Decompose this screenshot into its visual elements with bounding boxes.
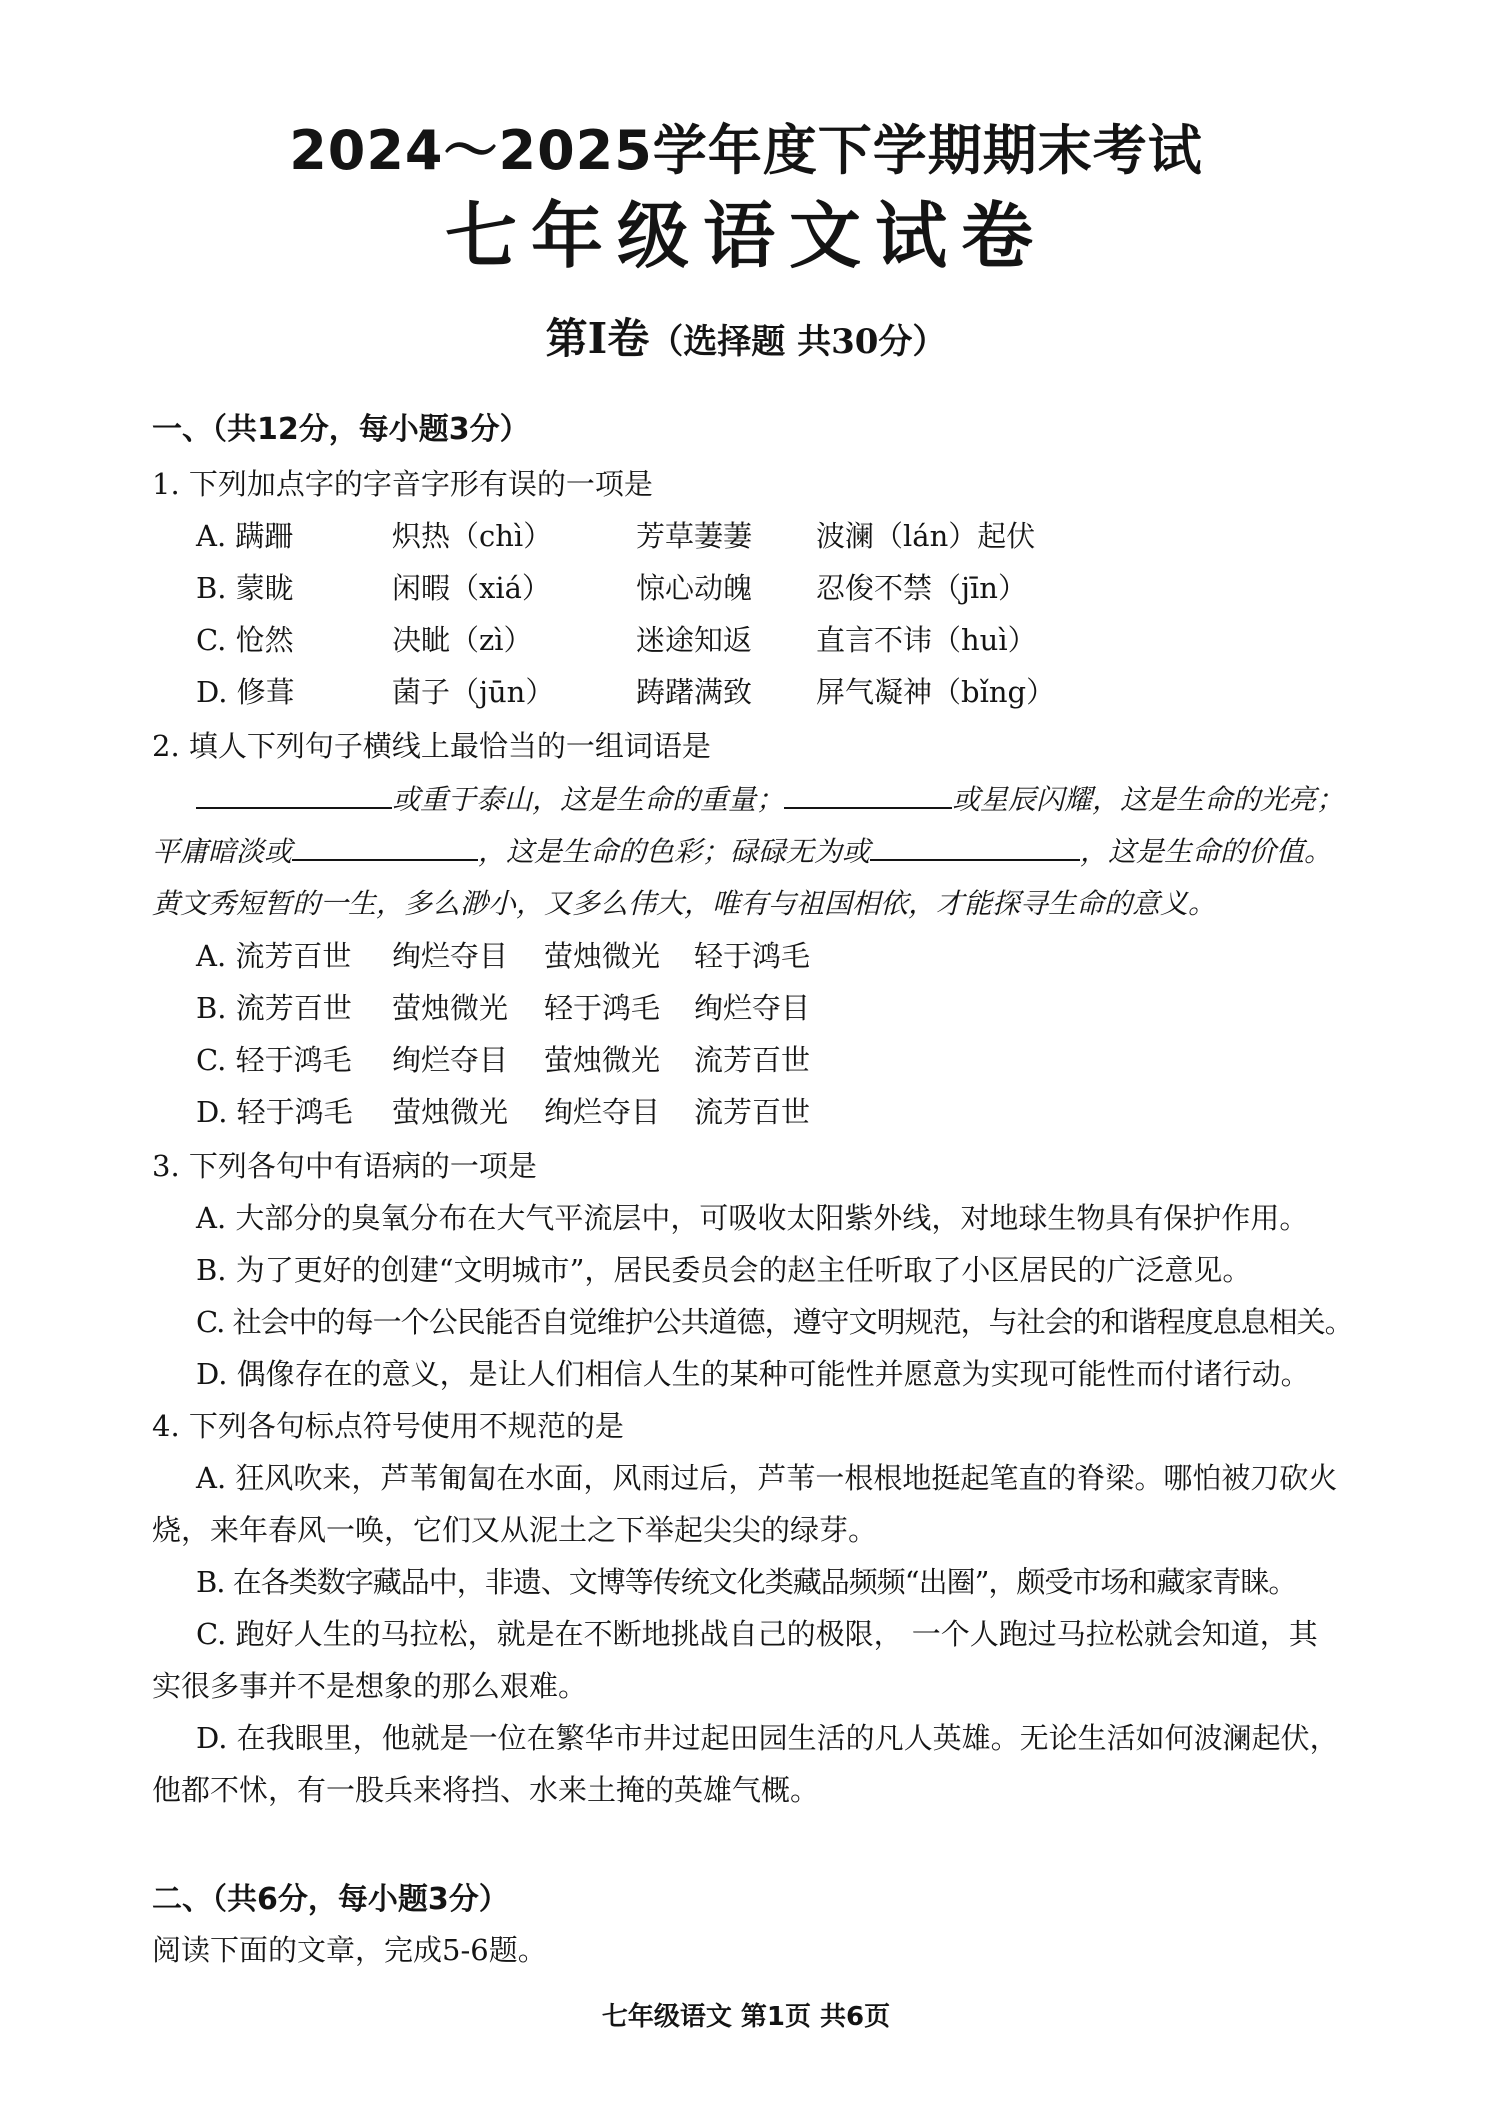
option-cell: A. 流芳百世 bbox=[196, 939, 352, 973]
passage-line bbox=[196, 778, 1344, 818]
option-line: 他都不怵，有一股兵来将挡、水来土掩的英雄气概。 bbox=[152, 1773, 820, 1807]
passage-line: 黄文秀短暂的一生，多么渺小，又多么伟大，唯有与祖国相依，才能探寻生命的意义。 bbox=[152, 887, 1217, 920]
option-cell: 炽热（chì） bbox=[392, 519, 553, 553]
passage-text: 或星辰闪耀，这是生命的光亮； bbox=[952, 783, 1345, 816]
answer-blank[interactable] bbox=[292, 831, 478, 861]
option-cell: 流芳百世 bbox=[694, 1095, 811, 1129]
option-cell: 迷途知返 bbox=[636, 623, 753, 657]
option-cell: 萤烛微光 bbox=[392, 991, 509, 1025]
answer-blank[interactable] bbox=[870, 831, 1080, 861]
question-stem: 4. 下列各句标点符号使用不规范的是 bbox=[152, 1409, 624, 1443]
option-cell: D. 修葺 bbox=[196, 675, 295, 709]
option-cell: 绚烂夺目 bbox=[544, 1095, 661, 1129]
passage-text: ，这是生命的色彩；碌碌无为或 bbox=[478, 835, 871, 868]
option-cell: 萤烛微光 bbox=[544, 1043, 661, 1077]
option-line: A. 狂风吹来，芦苇匍匐在水面，风雨过后，芦苇一根根地挺起笔直的脊梁。哪怕被刀砍火 bbox=[196, 1461, 1338, 1495]
option-line: C. 跑好人生的马拉松，就是在不断地挑战自己的极限， 一个人跑过马拉松就会知道，其 bbox=[196, 1617, 1318, 1651]
option-cell: B. 流芳百世 bbox=[196, 991, 352, 1025]
option-line: C. 社会中的每一个公民能否自觉维护公共道德，遵守文明规范，与社会的和谐程度息息相关。 bbox=[196, 1305, 1353, 1339]
option-cell: A. 蹒跚 bbox=[196, 519, 294, 553]
option-cell: C. 轻于鸿毛 bbox=[196, 1043, 352, 1077]
part-title bbox=[0, 306, 1492, 366]
option-line: 实很多事并不是想象的那么艰难。 bbox=[152, 1669, 588, 1703]
option-line: A. 大部分的臭氧分布在大气平流层中，可吸收太阳紫外线，对地球生物具有保护作用。 bbox=[196, 1201, 1309, 1235]
option-cell: 绚烂夺目 bbox=[392, 939, 509, 973]
passage-line bbox=[152, 830, 1332, 870]
option-cell: 波澜（lán）起伏 bbox=[816, 519, 1036, 553]
option-cell: B. 蒙眬 bbox=[196, 571, 294, 605]
option-line: 烧，来年春风一唤，它们又从泥土之下举起尖尖的绿芽。 bbox=[152, 1513, 878, 1547]
option-cell: 流芳百世 bbox=[694, 1043, 811, 1077]
section-heading: 二、（共6分，每小题3分） bbox=[152, 1882, 509, 1917]
section-instruction: 阅读下面的文章，完成5-6题。 bbox=[152, 1933, 547, 1967]
passage-text: 平庸暗淡或 bbox=[152, 835, 293, 868]
option-cell: 惊心动魄 bbox=[636, 571, 753, 605]
answer-blank[interactable] bbox=[196, 779, 392, 809]
option-cell: 踌躇满致 bbox=[636, 675, 753, 709]
part-title-main: 第I卷 bbox=[545, 314, 650, 363]
question-stem: 1. 下列加点字的字音字形有误的一项是 bbox=[152, 467, 653, 501]
option-cell: D. 轻于鸿毛 bbox=[196, 1095, 353, 1129]
exam-title: 2024～2025学年度下学期期末考试 bbox=[289, 119, 1203, 182]
option-line: B. 为了更好的创建“文明城市”，居民委员会的赵主任听取了小区居民的广泛意见。 bbox=[196, 1253, 1252, 1287]
part-title-sub: （选择题 共30分） bbox=[649, 322, 947, 362]
option-cell: 萤烛微光 bbox=[392, 1095, 509, 1129]
page-footer: 七年级语文 第1页 共6页 bbox=[601, 2002, 891, 2032]
exam-subject-title: 七年级语文试卷 bbox=[444, 193, 1047, 278]
option-cell: 绚烂夺目 bbox=[392, 1043, 509, 1077]
question-stem: 3. 下列各句中有语病的一项是 bbox=[152, 1149, 537, 1183]
option-line: D. 在我眼里，他就是一位在繁华市井过起田园生活的凡人英雄。无论生活如何波澜起伏， bbox=[196, 1721, 1339, 1755]
option-cell: 芳草萋萋 bbox=[636, 519, 753, 553]
option-cell: 屏气凝神（bǐng） bbox=[816, 675, 1056, 709]
option-cell: 闲暇（xiá） bbox=[392, 571, 551, 605]
option-cell: 萤烛微光 bbox=[544, 939, 661, 973]
answer-blank[interactable] bbox=[784, 779, 952, 809]
option-cell: 菌子（jūn） bbox=[392, 675, 555, 709]
passage-text: 或重于泰山，这是生命的重量； bbox=[392, 783, 785, 816]
option-cell: 绚烂夺目 bbox=[694, 991, 811, 1025]
option-cell: 轻于鸿毛 bbox=[544, 991, 661, 1025]
option-cell: 决眦（zì） bbox=[392, 623, 533, 657]
option-line: D. 偶像存在的意义，是让人们相信人生的某种可能性并愿意为实现可能性而付诸行动。 bbox=[196, 1357, 1310, 1391]
option-line: B. 在各类数字藏品中，非遗、文博等传统文化类藏品频频“出圈”，颇受市场和藏家青睐。 bbox=[196, 1565, 1297, 1599]
section-heading: 一、（共12分，每小题3分） bbox=[152, 412, 530, 447]
option-cell: C. 怆然 bbox=[196, 623, 294, 657]
option-cell: 轻于鸿毛 bbox=[694, 939, 811, 973]
passage-text: ，这是生命的价值。 bbox=[1080, 835, 1333, 868]
question-stem: 2. 填人下列句子横线上最恰当的一组词语是 bbox=[152, 729, 711, 763]
option-cell: 忍俊不禁（jīn） bbox=[816, 571, 1027, 605]
option-cell: 直言不讳（huì） bbox=[816, 623, 1037, 657]
